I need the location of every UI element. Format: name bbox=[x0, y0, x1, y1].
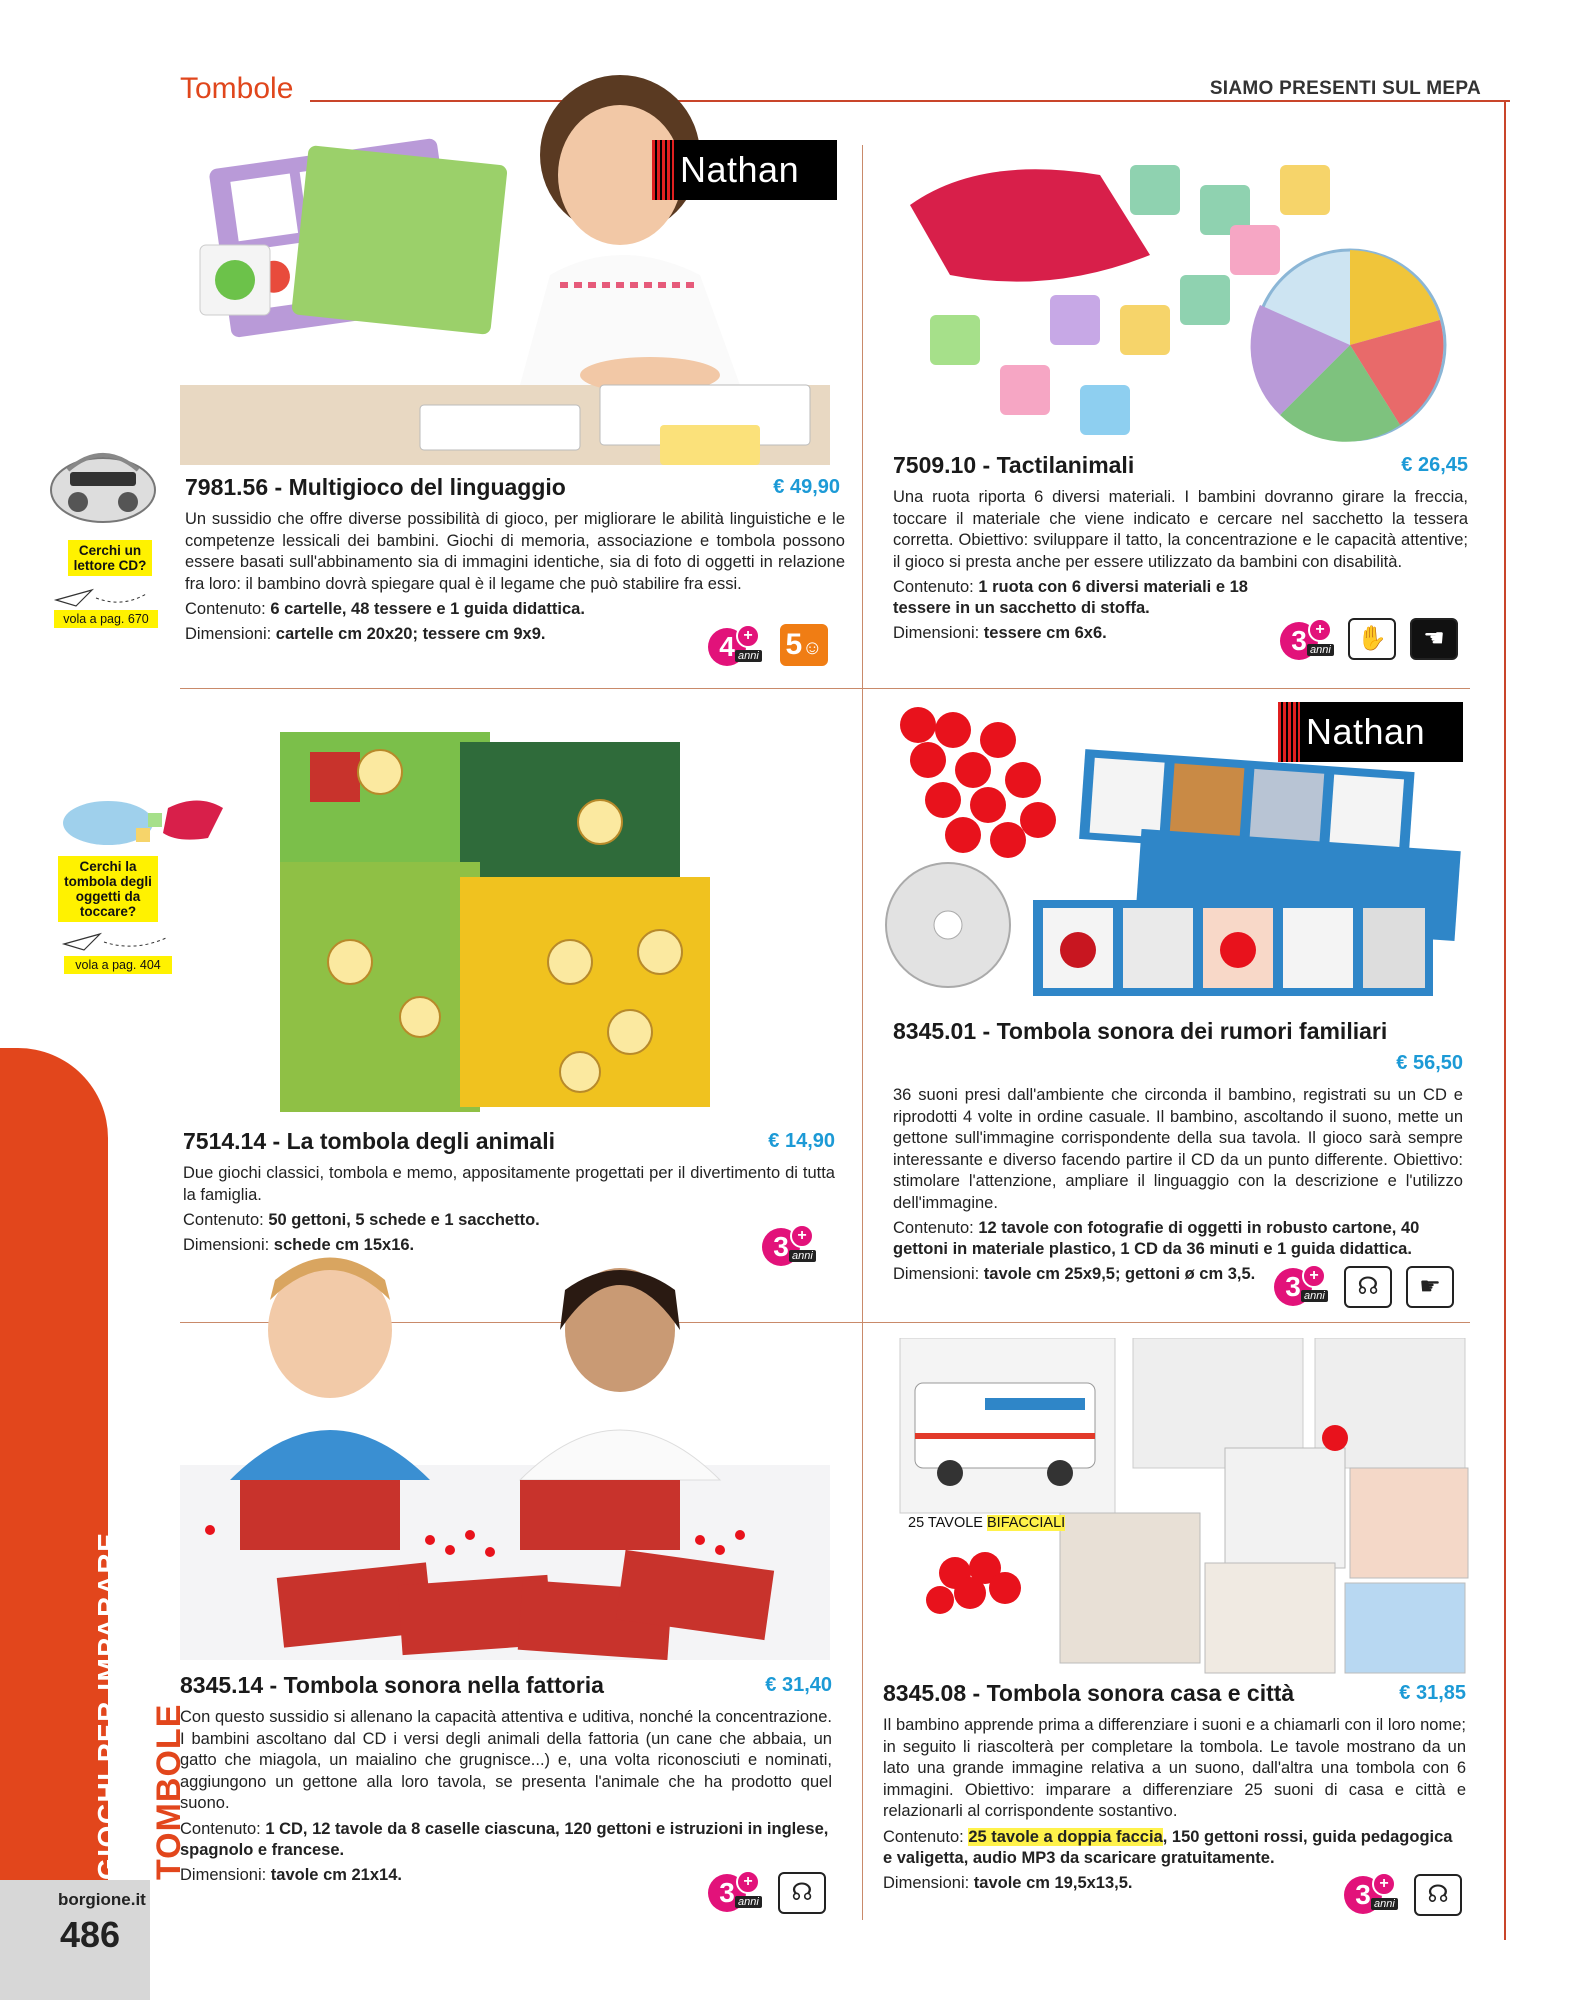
listening-ear-icon: ☊ bbox=[778, 1872, 826, 1914]
product-8345-14 bbox=[180, 1672, 832, 1886]
age-unit: anni bbox=[735, 1896, 762, 1908]
right-rule bbox=[1504, 100, 1506, 1940]
product-name: La tombola degli animali bbox=[286, 1128, 555, 1154]
age-number: 3 bbox=[762, 1228, 800, 1266]
product-content: Contenuto: 12 tavole con fotografie di oggetti in robusto cartone, 40 gettoni in materiale plastico, 1 CD da 36 minuti e 1 guida didattica. bbox=[893, 1219, 1420, 1258]
website-link[interactable]: borgione.it bbox=[58, 1890, 146, 1909]
product-photo-multigioco bbox=[180, 45, 830, 465]
product-name: Tactilanimali bbox=[996, 452, 1135, 478]
ad-cd-player-link[interactable]: vola a pag. 670 bbox=[54, 610, 158, 628]
product-dimensions: Dimensioni: schede cm 15x16. bbox=[183, 1236, 415, 1254]
product-content: Contenuto: 25 tavole a doppia faccia, 150 gettoni rossi, guida pedagogica e valigetta, audio MP3 da scaricare gratuitamente. bbox=[883, 1827, 1453, 1867]
product-content: Contenuto: 50 gettoni, 5 schede e 1 sacchetto. bbox=[183, 1211, 540, 1229]
product-price: € 31,40 bbox=[765, 1674, 832, 1696]
product-title: 7981.56 - Multigioco del linguaggio bbox=[185, 474, 566, 500]
product-price: € 14,90 bbox=[768, 1130, 835, 1152]
age-number: 3 bbox=[708, 1874, 746, 1912]
product-name: Tombola sonora casa e città bbox=[986, 1680, 1295, 1706]
product-dimensions: Dimensioni: tavole cm 19,5x13,5. bbox=[883, 1873, 1133, 1892]
product-title: 7514.14 - La tombola degli animali bbox=[183, 1128, 555, 1154]
product-photo-casa-citta bbox=[895, 1338, 1470, 1678]
mepa-notice: SIAMO PRESENTI SUL MEPA bbox=[1209, 78, 1481, 99]
tactile-tombola-photo bbox=[58, 788, 228, 858]
product-dimensions: Dimensioni: cartelle cm 20x20; tessere cm 9x9. bbox=[185, 625, 546, 643]
ad-cd-player[interactable]: Cerchi un lettore CD? bbox=[68, 540, 152, 576]
paper-plane-icon bbox=[60, 930, 170, 954]
players-icon: 5☺ bbox=[780, 624, 828, 666]
product-dimensions: Dimensioni: tessere cm 6x6. bbox=[893, 624, 1107, 642]
product-description: Il bambino apprende prima a differenziare i suoni e a chiamarli con il loro nome; in seguito li riascolterà per completare la tombola. Le tavole mostrano da un lato una grande immagine relativa a un suono, dall'altra una tombola con 6 immagini. Obiettivo: imparare a differenziare 25 suoni di casa e città e relazionarli al corrispondente sostantivo. bbox=[883, 1716, 1466, 1820]
product-content: Contenuto: 6 cartelle, 48 tessere e 1 guida didattica. bbox=[185, 600, 585, 618]
plus-icon: + bbox=[1372, 1872, 1396, 1896]
product-content: Contenuto: 1 CD, 12 tavole da 8 caselle ciascuna, 120 gettoni e istruzioni in inglese, spagnolo e francese. bbox=[180, 1819, 829, 1859]
subcategory-label: TOMBOLE bbox=[150, 1703, 188, 1880]
category-label: GIOCHI PER IMPARARE bbox=[92, 1531, 123, 1880]
nathan-logo-mark bbox=[652, 140, 674, 200]
product-name: Multigioco del linguaggio bbox=[288, 474, 566, 500]
ad-tactile-tombola[interactable]: Cerchi la tombola degli oggetti da toccare? bbox=[58, 856, 158, 922]
product-name: Tombola sonora nella fattoria bbox=[283, 1672, 604, 1698]
nathan-logo bbox=[652, 140, 837, 200]
product-7509-10 bbox=[893, 452, 1468, 644]
product-8345-08 bbox=[883, 1680, 1466, 1894]
cd-player-photo bbox=[48, 440, 158, 530]
column-divider bbox=[862, 145, 863, 1920]
product-price: € 56,50 bbox=[1396, 1052, 1463, 1074]
section-title: Tombole bbox=[180, 72, 294, 105]
age-unit: anni bbox=[1301, 1290, 1328, 1302]
age-unit: anni bbox=[1371, 1898, 1398, 1910]
product-photo-tombola-animali bbox=[270, 712, 720, 1112]
listening-ear-icon: ☊ bbox=[1414, 1874, 1462, 1916]
product-code: 7514.14 bbox=[183, 1128, 267, 1154]
product-price: € 26,45 bbox=[1401, 454, 1468, 476]
pointing-hand-icon: ☛ bbox=[1406, 1266, 1454, 1308]
page-number: 486 bbox=[60, 1914, 121, 1955]
plus-icon: + bbox=[736, 1870, 760, 1894]
product-code: 8345.14 bbox=[180, 1672, 264, 1698]
listening-ear-icon: ☊ bbox=[1344, 1266, 1392, 1308]
product-title: 7509.10 - Tactilanimali bbox=[893, 452, 1135, 478]
age-badge bbox=[708, 1873, 759, 1914]
product-7514-14 bbox=[183, 1128, 835, 1256]
paper-plane-icon bbox=[52, 586, 150, 610]
players-count: 5 bbox=[785, 628, 803, 661]
plus-icon: + bbox=[736, 624, 760, 648]
product-title: 8345.14 - Tombola sonora nella fattoria bbox=[180, 1672, 604, 1698]
product-code: 7509.10 bbox=[893, 452, 977, 478]
row-divider-1 bbox=[180, 688, 1470, 689]
fine-motor-hand-icon: ☚ bbox=[1410, 618, 1458, 660]
age-number: 3 bbox=[1344, 1876, 1382, 1914]
age-unit: anni bbox=[735, 650, 762, 662]
product-code: 8345.01 bbox=[893, 1018, 977, 1044]
age-badge bbox=[1274, 1267, 1325, 1308]
product-photo-fattoria bbox=[180, 1240, 830, 1660]
image-caption: 25 TAVOLE BIFACCIALI bbox=[908, 1515, 1066, 1531]
product-8345-01 bbox=[893, 1018, 1463, 1285]
product-code: 8345.08 bbox=[883, 1680, 967, 1706]
plus-icon: + bbox=[1302, 1264, 1326, 1288]
product-price: € 49,90 bbox=[773, 476, 840, 498]
age-badge bbox=[708, 627, 759, 668]
product-description: Un sussidio che offre diverse possibilità di gioco, per migliorare le abilità linguistiche e le competenze lessicali dei bambini. Giochi di memoria, associazione e tombola possono essere basati sull'abbinamento sia di immagini identiche, sia di foto di oggetti in relazione fra loro: il bambino dovrà spiegare qual è il legame che può stabilire fra essi. bbox=[185, 510, 845, 593]
product-description: Una ruota riporta 6 diversi materiali. I bambini dovranno girare la freccia, toccare il materiale che viene indicato e cercare nel sacchetto la tessera corretta. Obiettivo: sviluppare il tatto, la concentrazione e le capacità attentive; il gioco si presta anche per essere utilizzato da bambini con disabilità. bbox=[893, 488, 1468, 571]
age-unit: anni bbox=[1307, 644, 1334, 656]
product-content: Contenuto: 1 ruota con 6 diversi materiali e 18 tessere in un sacchetto di stoffa. bbox=[893, 578, 1248, 617]
product-description: Con questo sussidio si allenano la capacità attentiva e uditiva, nonché la concentrazione. I bambini ascoltano dal CD i versi degli animali della fattoria (un cane che abbaia, un gatto che miagola, un maialino che grugnisce...) e, una volta riconosciuti e nominati, aggiungono un gettone alla loro tavola, se presenta l'animale che ha prodotto quel suono. bbox=[180, 1708, 832, 1812]
nathan-logo bbox=[1278, 702, 1463, 762]
age-badge bbox=[1280, 621, 1331, 662]
nathan-logo-text: Nathan bbox=[680, 149, 800, 190]
nathan-logo-text: Nathan bbox=[1306, 711, 1426, 752]
product-title: 8345.08 - Tombola sonora casa e città bbox=[883, 1680, 1295, 1706]
age-number: 3 bbox=[1280, 622, 1318, 660]
age-number: 3 bbox=[1274, 1268, 1312, 1306]
age-unit: anni bbox=[789, 1250, 816, 1262]
product-description: 36 suoni presi dall'ambiente che circonda il bambino, registrati su un CD e riprodotti 4 volte in ordine casuale. Il bambino, ascoltando il suono, mette un gettone sull'immagine corrispondente della sua tavola. Il gioco sarà sempre interessante e diverso facendo partire il CD da un punto differente. Obiettivo: stimolare l'attenzione, ampliare il linguaggio con la descrizione e l'utilizzo dell'immagine. bbox=[893, 1086, 1463, 1212]
touch-hand-icon: ✋ bbox=[1348, 618, 1396, 660]
product-description: Due giochi classici, tombola e memo, appositamente progettati per il divertimento di tutta la famiglia. bbox=[183, 1164, 835, 1204]
age-number: 4 bbox=[708, 628, 746, 666]
product-7981-56 bbox=[185, 474, 845, 645]
product-title: 8345.01 - Tombola sonora dei rumori familiari bbox=[893, 1018, 1388, 1044]
product-code: 7981.56 bbox=[185, 474, 269, 500]
nathan-logo-mark bbox=[1278, 702, 1300, 762]
ad-tactile-tombola-link[interactable]: vola a pag. 404 bbox=[64, 956, 172, 974]
plus-icon: + bbox=[1308, 618, 1332, 642]
product-dimensions: Dimensioni: tavole cm 25x9,5; gettoni ø cm 3,5. bbox=[893, 1265, 1256, 1283]
plus-icon: + bbox=[790, 1224, 814, 1248]
product-dimensions: Dimensioni: tavole cm 21x14. bbox=[180, 1865, 402, 1884]
product-photo-tactilanimali bbox=[900, 145, 1470, 445]
age-badge bbox=[1344, 1875, 1395, 1916]
product-name: Tombola sonora dei rumori familiari bbox=[996, 1018, 1388, 1044]
product-price: € 31,85 bbox=[1399, 1682, 1466, 1704]
